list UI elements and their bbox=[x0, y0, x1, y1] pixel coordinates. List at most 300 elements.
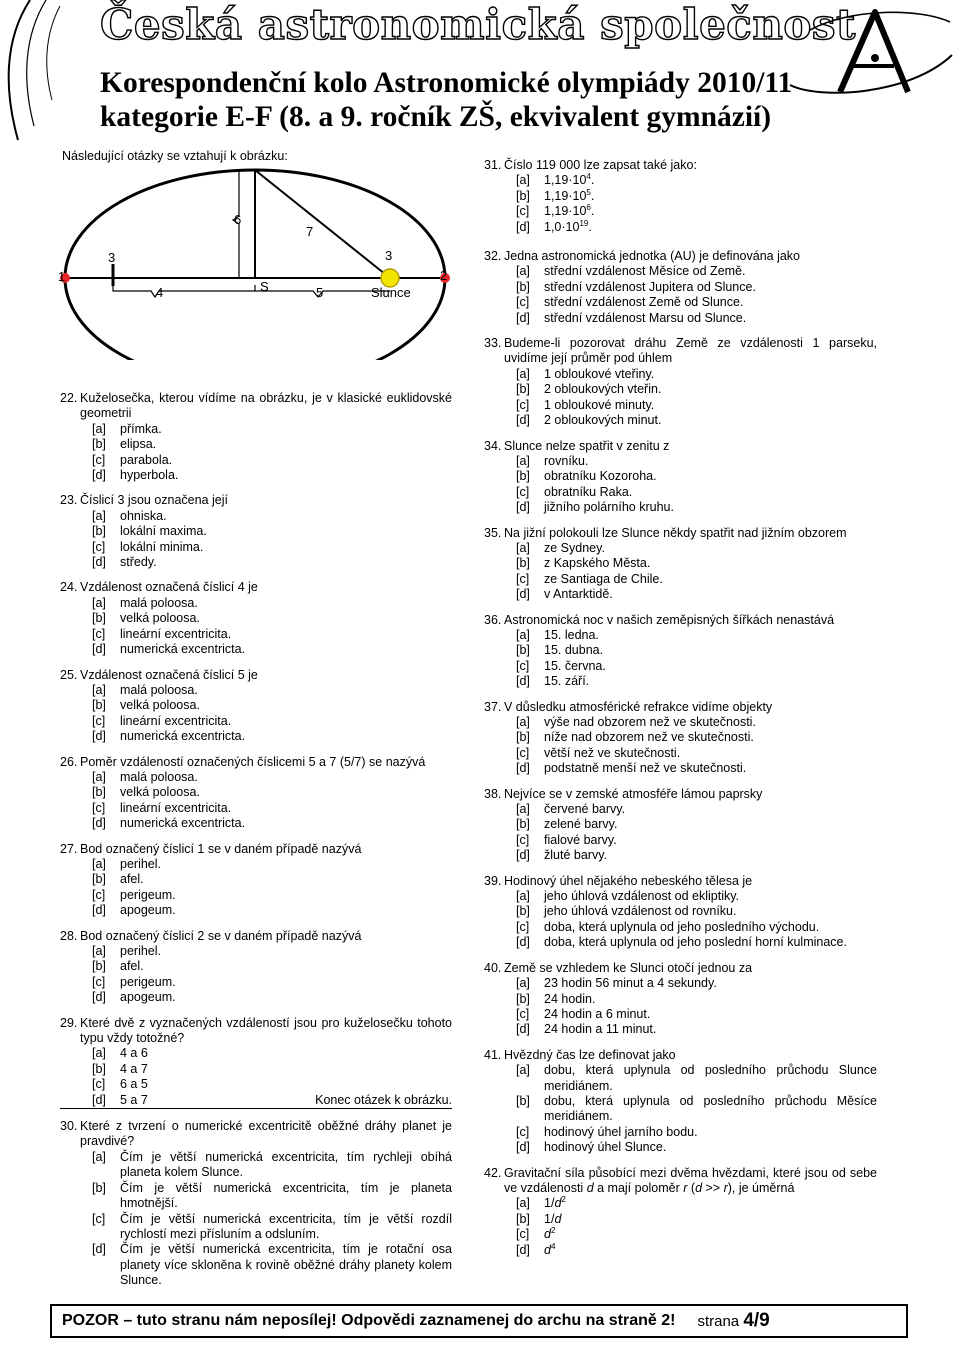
option bbox=[484, 628, 877, 643]
question-28 bbox=[60, 929, 452, 1006]
option bbox=[60, 683, 452, 698]
option-text: střední vzdálenost Marsu od Slunce. bbox=[544, 310, 747, 325]
question-38 bbox=[484, 787, 877, 864]
label-3-right: 3 bbox=[385, 248, 393, 263]
option bbox=[484, 311, 877, 326]
option bbox=[60, 959, 452, 974]
option-label: [b] bbox=[516, 279, 530, 294]
option bbox=[60, 555, 452, 570]
option-label: [d] bbox=[92, 1242, 106, 1257]
option-text: obratníku Raka. bbox=[544, 484, 633, 499]
option-label: [b] bbox=[92, 959, 106, 974]
option-label: [a] bbox=[516, 715, 530, 729]
option-text: obratníku Kozoroha. bbox=[544, 469, 657, 484]
option bbox=[484, 398, 877, 413]
option-text: střední vzdálenost Země od Slunce. bbox=[544, 295, 744, 310]
question-text: Vzdálenost označená číslicí 4 je bbox=[80, 580, 258, 595]
option-label: [d] bbox=[92, 990, 106, 1005]
option-text: rovníku. bbox=[544, 453, 589, 468]
label-slunce: Slunce bbox=[371, 285, 411, 300]
option-text: elipsa. bbox=[120, 437, 157, 452]
option-label: [c] bbox=[516, 919, 530, 934]
question-number: 40. bbox=[484, 960, 502, 975]
option-text: 2 obloukových vteřin. bbox=[544, 382, 662, 397]
option-label: [c] bbox=[92, 626, 106, 641]
option-label: [b] bbox=[92, 698, 106, 713]
label-4: 4 bbox=[156, 285, 164, 300]
option-text: v Antarktidě. bbox=[544, 587, 613, 602]
question-number: 36. bbox=[484, 612, 502, 627]
question-27 bbox=[60, 842, 452, 919]
option bbox=[60, 816, 452, 831]
option-label: [c] bbox=[516, 397, 530, 412]
option-text: lineární excentricita. bbox=[120, 713, 232, 728]
option bbox=[484, 500, 877, 515]
option-label: [b] bbox=[92, 1180, 106, 1195]
question-24 bbox=[60, 580, 452, 657]
option-text: 15. dubna. bbox=[544, 643, 604, 658]
option bbox=[484, 1063, 877, 1094]
option-text: zelené barvy. bbox=[544, 817, 618, 832]
question-number: 26. bbox=[60, 754, 78, 769]
option bbox=[60, 642, 452, 657]
option-label: [c] bbox=[92, 1211, 106, 1226]
option bbox=[484, 572, 877, 587]
option bbox=[484, 976, 877, 991]
option-text: 15. září. bbox=[544, 674, 590, 689]
option-text: žluté barvy. bbox=[544, 848, 607, 863]
question-32 bbox=[484, 249, 877, 326]
option-text: podstatně menší než ve skutečnosti. bbox=[544, 761, 747, 776]
label-5: 5 bbox=[316, 285, 324, 300]
option-label: [c] bbox=[92, 452, 106, 467]
option bbox=[60, 1046, 452, 1061]
option-text: hodinový úhel Slunce. bbox=[544, 1140, 667, 1155]
option-label: [b] bbox=[516, 556, 530, 571]
option-text: střední vzdálenost Jupitera od Slunce. bbox=[544, 279, 756, 294]
question-text: Astronomická noc v našich zeměpisných šířkách nenastává bbox=[504, 612, 835, 627]
option-label: [d] bbox=[516, 500, 530, 515]
option-text: dobu, která uplynula od posledního průchodu Měsíce meridiánem. bbox=[544, 1093, 877, 1124]
option-text: velká poloosa. bbox=[120, 611, 200, 626]
option bbox=[484, 454, 877, 469]
option-label: [a] bbox=[516, 1063, 530, 1078]
option bbox=[484, 848, 877, 863]
left-question-list bbox=[60, 391, 452, 1299]
option-text: ohniska. bbox=[120, 508, 167, 523]
option-label: [c] bbox=[516, 1006, 530, 1021]
option-text: větší než ve skutečnosti. bbox=[544, 745, 681, 760]
option: [b] $1,19\cdot 10^5$. bbox=[516, 187, 595, 203]
question-text: Hvězdný čas lze definovat jako bbox=[504, 1047, 676, 1062]
option bbox=[484, 295, 877, 310]
question-text: Kuželosečka, kterou vídíme na obrázku, je v klasické euklidovské geometrii bbox=[80, 391, 452, 421]
option-text: 2 obloukových minut. bbox=[544, 413, 662, 428]
option bbox=[484, 920, 877, 935]
question-29 bbox=[60, 1016, 452, 1109]
question-number: 42. bbox=[484, 1165, 502, 1180]
question-number: 37. bbox=[484, 699, 502, 714]
option-label: [a] bbox=[516, 976, 530, 991]
question-number: 31. bbox=[484, 158, 502, 172]
option-label: [b] bbox=[92, 1061, 106, 1076]
option bbox=[60, 437, 452, 452]
option: [a] $1,19\cdot 10^4$. bbox=[516, 172, 595, 188]
option-text: ze Santiaga de Chile. bbox=[544, 571, 663, 586]
option bbox=[484, 730, 877, 745]
option-text: perigeum. bbox=[120, 974, 176, 989]
option-text: Čím je větší numerická excentricita, tím je planeta hmotnější. bbox=[120, 1180, 452, 1211]
option bbox=[60, 1093, 452, 1109]
option bbox=[60, 785, 452, 800]
option bbox=[60, 857, 452, 872]
option bbox=[60, 596, 452, 611]
option-text: malá poloosa. bbox=[120, 682, 198, 697]
option-text: 24 hodin. bbox=[544, 991, 596, 1006]
option: [d] $d^4$ bbox=[516, 1241, 556, 1257]
label-7: 7 bbox=[306, 224, 314, 239]
option-text: lineární excentricita. bbox=[120, 800, 232, 815]
option-label: [b] bbox=[92, 524, 106, 539]
option-text: z Kapského Města. bbox=[544, 556, 651, 571]
question-text: Gravitační síla působící mezi dvěma hvězdami, které jsou od sebe ve vzdálenosti d a mají poloměr r (d >> r), je úměrná bbox=[504, 1165, 877, 1195]
option-text: numerická excentricta. bbox=[120, 816, 246, 831]
option-label: [b] bbox=[516, 1093, 530, 1108]
question-text: Které z tvrzení o numerické excentricitě oběžné dráhy planet je pravdivé? bbox=[80, 1119, 452, 1149]
footer-warning: POZOR – tuto stranu nám neposílej! Odpovědi zaznamenej do archu na straně 2! bbox=[62, 1312, 676, 1329]
option-text: ze Sydney. bbox=[544, 540, 605, 555]
question-text: V důsledku atmosférické refrakce vidíme objekty bbox=[504, 699, 773, 714]
option-label: [a] bbox=[92, 944, 106, 958]
option-label: [b] bbox=[516, 904, 530, 919]
option-label: [d] bbox=[516, 935, 530, 950]
option-text: 4 a 6 bbox=[120, 1046, 148, 1061]
option-label: [d] bbox=[92, 903, 106, 918]
option-label: [b] bbox=[92, 611, 106, 626]
option: [c] $d^2$ bbox=[516, 1226, 556, 1242]
option-label: [b] bbox=[92, 437, 106, 452]
option bbox=[484, 674, 877, 689]
option-text: 6 a 5 bbox=[120, 1077, 148, 1092]
option-text: velká poloosa. bbox=[120, 698, 200, 713]
option-text: 15. ledna. bbox=[544, 627, 599, 642]
option-label: [b] bbox=[92, 785, 106, 800]
option-label: [d] bbox=[92, 816, 106, 831]
option-text: dobu, která uplynula od posledního průchodu Slunce meridiánem. bbox=[544, 1063, 877, 1093]
question-number: 41. bbox=[484, 1047, 502, 1062]
option-label: [a] bbox=[92, 769, 106, 784]
question-number: 22. bbox=[60, 391, 78, 405]
option-text: 23 hodin 56 minut a 4 sekundy. bbox=[544, 976, 717, 991]
option bbox=[60, 975, 452, 990]
option bbox=[484, 280, 877, 295]
option-text: hodinový úhel jarního bodu. bbox=[544, 1124, 698, 1139]
option bbox=[484, 746, 877, 761]
label-2: 2 bbox=[440, 268, 448, 283]
option-label: [c] bbox=[92, 800, 106, 815]
option bbox=[484, 904, 877, 919]
option-text: doba, která uplynula od jeho poslední horní kulminace. bbox=[544, 935, 847, 950]
option bbox=[60, 540, 452, 555]
option bbox=[484, 817, 877, 832]
option bbox=[60, 801, 452, 816]
question-number: 34. bbox=[484, 438, 502, 453]
option bbox=[60, 944, 452, 959]
question-number: 30. bbox=[60, 1119, 78, 1134]
option-text: jižního polárního kruhu. bbox=[544, 500, 674, 515]
question-number: 35. bbox=[484, 525, 502, 540]
question-number: 32. bbox=[484, 249, 502, 264]
option bbox=[484, 367, 877, 382]
question-text: Jedna astronomická jednotka (AU) je definována jako bbox=[504, 249, 801, 264]
option bbox=[484, 469, 877, 484]
org-name: Česká astronomická společnost bbox=[100, 0, 856, 49]
option bbox=[484, 485, 877, 500]
option-label: [b] bbox=[516, 730, 530, 745]
option-text: malá poloosa. bbox=[120, 769, 198, 784]
right-question-list bbox=[484, 158, 877, 1268]
option bbox=[60, 1077, 452, 1092]
option-text: 5 a 7 bbox=[120, 1092, 148, 1107]
option-label: [c] bbox=[516, 745, 530, 760]
option-text: středy. bbox=[120, 555, 157, 570]
option-label: [d] bbox=[516, 848, 530, 863]
option-text: perihel. bbox=[120, 856, 161, 871]
question-number: 39. bbox=[484, 873, 502, 888]
option-text: lokální maxima. bbox=[120, 524, 207, 539]
ellipse-diagram bbox=[48, 160, 468, 360]
question-30 bbox=[60, 1119, 452, 1288]
option-label: [c] bbox=[516, 1124, 530, 1139]
option bbox=[484, 1022, 877, 1037]
label-s: S bbox=[260, 279, 269, 294]
question-number: 28. bbox=[60, 928, 78, 943]
option-label: [b] bbox=[516, 991, 530, 1006]
option bbox=[484, 935, 877, 950]
option bbox=[484, 587, 877, 602]
option-text: jeho úhlová vzdálenost od rovníku. bbox=[544, 904, 737, 919]
option bbox=[484, 659, 877, 674]
question-number: 29. bbox=[60, 1015, 78, 1030]
option-text: numerická excentricta. bbox=[120, 729, 246, 744]
question-number: 33. bbox=[484, 336, 502, 351]
question-text: Vzdálenost označená číslicí 5 je bbox=[80, 667, 258, 682]
option-text: 15. června. bbox=[544, 658, 606, 673]
option bbox=[60, 524, 452, 539]
option-text: Čím je větší numerická excentricita, tím je větší rozdíl rychlostí mezi přísluním a odsluním. bbox=[120, 1211, 452, 1241]
option-text: afel. bbox=[120, 872, 144, 887]
question-text: Které dvě z vyznačených vzdáleností jsou pro kuželosečku tohoto typu vždy totožné? bbox=[80, 1015, 452, 1046]
option bbox=[484, 413, 877, 428]
question-text: Slunce nelze spatřit v zenitu z bbox=[504, 438, 670, 453]
question-41 bbox=[484, 1048, 877, 1156]
option-label: [d] bbox=[516, 674, 530, 689]
option-text: parabola. bbox=[120, 452, 173, 467]
option: [d] $1,0\cdot 10^{19}$. bbox=[516, 218, 592, 234]
option: [c] $1,19\cdot 10^6$. bbox=[516, 203, 595, 219]
option-label: [a] bbox=[92, 595, 106, 610]
question-31 bbox=[484, 158, 877, 235]
option bbox=[484, 643, 877, 658]
question-35 bbox=[484, 526, 877, 603]
option-text: hyperbola. bbox=[120, 468, 179, 483]
option-label: [d] bbox=[92, 729, 106, 744]
option-text: Čím je větší numerická excentricita, tím je rotační osa planety více skloněna k rovině oběžné dráhy planety kolem Slunce. bbox=[120, 1242, 452, 1288]
option bbox=[60, 1062, 452, 1077]
end-of-figure-questions: Konec otázek k obrázku. bbox=[315, 1092, 452, 1107]
option-label: [c] bbox=[516, 832, 530, 847]
option bbox=[60, 627, 452, 642]
intro-text: Následující otázky se vztahují k obrázku: bbox=[62, 149, 288, 163]
option-label: [a] bbox=[516, 453, 530, 468]
option bbox=[484, 833, 877, 848]
option-label: [a] bbox=[92, 421, 106, 436]
question-text: Číslicí 3 jsou označena její bbox=[80, 493, 228, 508]
question-number: 25. bbox=[60, 667, 78, 682]
question-number: 27. bbox=[60, 841, 78, 856]
option-label: [d] bbox=[516, 413, 530, 428]
option bbox=[60, 872, 452, 887]
option-label: [d] bbox=[516, 310, 530, 325]
question-23 bbox=[60, 493, 452, 570]
question-39 bbox=[484, 874, 877, 951]
option-label: [b] bbox=[92, 872, 106, 887]
question-text: Budeme-li pozorovat dráhu Země ze vzdálenosti 1 parseku, uvidíme její průměr pod úhlem bbox=[504, 336, 877, 366]
question-number: 38. bbox=[484, 786, 502, 801]
option bbox=[60, 611, 452, 626]
option-text: 4 a 7 bbox=[120, 1061, 148, 1076]
option bbox=[60, 1181, 452, 1212]
option-text: 24 hodin a 6 minut. bbox=[544, 1006, 651, 1021]
option-text: apogeum. bbox=[120, 903, 176, 918]
option bbox=[60, 422, 452, 437]
page-title-line-1: Korespondenční kolo Astronomické olympiády 2010/11 bbox=[100, 67, 793, 99]
option bbox=[484, 1140, 877, 1155]
option bbox=[484, 889, 877, 904]
option-label: [d] bbox=[516, 587, 530, 602]
option-label: [c] bbox=[92, 539, 106, 554]
option: [a] $1/d^2$ bbox=[516, 1195, 566, 1211]
option-label: [d] bbox=[516, 761, 530, 776]
option-text: doba, která uplynula od jeho posledního východu. bbox=[544, 919, 820, 934]
option-label: [c] bbox=[92, 1077, 106, 1092]
option bbox=[60, 1242, 452, 1288]
option-text: jeho úhlová vzdálenost od ekliptiky. bbox=[544, 889, 740, 904]
option bbox=[60, 509, 452, 524]
option-label: [b] bbox=[516, 643, 530, 658]
option bbox=[60, 1212, 452, 1243]
option-label: [a] bbox=[92, 856, 106, 871]
option-label: [a] bbox=[92, 508, 106, 523]
option-label: [d] bbox=[92, 468, 106, 483]
question-33 bbox=[484, 336, 877, 428]
question-25 bbox=[60, 668, 452, 745]
option bbox=[484, 556, 877, 571]
option bbox=[484, 802, 877, 817]
option-label: [c] bbox=[516, 571, 530, 586]
footer-warning-box bbox=[50, 1304, 908, 1338]
option-label: [b] bbox=[516, 817, 530, 832]
option-label: [a] bbox=[92, 1046, 106, 1061]
question-text: Hodinový úhel nějakého nebeského tělesa je bbox=[504, 873, 753, 888]
question-22 bbox=[60, 391, 452, 483]
option-label: [a] bbox=[92, 1149, 106, 1164]
option-text: afel. bbox=[120, 959, 144, 974]
option bbox=[484, 1094, 877, 1125]
option bbox=[484, 1007, 877, 1022]
option-label: [d] bbox=[92, 642, 106, 657]
page-title-line-2: kategorie E-F (8. a 9. ročník ZŠ, ekvivalent gymnázií) bbox=[100, 101, 772, 133]
option-label: [c] bbox=[92, 713, 106, 728]
question-42 bbox=[484, 1166, 877, 1258]
option bbox=[60, 1150, 452, 1181]
option bbox=[484, 761, 877, 776]
option-text: lineární excentricita. bbox=[120, 626, 232, 641]
option bbox=[60, 903, 452, 918]
option-label: [c] bbox=[92, 974, 106, 989]
olympiad-logo bbox=[780, 0, 960, 110]
option-label: [b] bbox=[516, 382, 530, 397]
option-label: [a] bbox=[92, 682, 106, 697]
option bbox=[484, 1125, 877, 1140]
option bbox=[60, 698, 452, 713]
option-label: [a] bbox=[516, 264, 530, 279]
option-label: [d] bbox=[516, 1140, 530, 1155]
option-text: perigeum. bbox=[120, 887, 176, 902]
option-text: velká poloosa. bbox=[120, 785, 200, 800]
option bbox=[484, 382, 877, 397]
option bbox=[484, 992, 877, 1007]
option: [b] 1/d bbox=[516, 1211, 562, 1226]
option bbox=[60, 468, 452, 483]
question-text: Bod označený číslicí 2 se v daném případě nazývá bbox=[80, 928, 362, 943]
option bbox=[60, 770, 452, 785]
option-label: [d] bbox=[516, 1022, 530, 1037]
label-3-left: 3 bbox=[108, 250, 116, 265]
option-text: střední vzdálenost Měsíce od Země. bbox=[544, 264, 746, 279]
question-37 bbox=[484, 700, 877, 777]
option-text: lokální minima. bbox=[120, 539, 204, 554]
option-text: níže nad obzorem než ve skutečnosti. bbox=[544, 730, 754, 745]
option-label: [a] bbox=[516, 889, 530, 904]
question-text: Bod označený číslicí 1 se v daném případě nazývá bbox=[80, 841, 362, 856]
label-6: 6 bbox=[234, 212, 242, 227]
option-text: Čím je větší numerická excentricita, tím rychleji obíhá planeta kolem Slunce. bbox=[120, 1149, 452, 1180]
option-label: [a] bbox=[516, 627, 530, 642]
option-label: [d] bbox=[92, 1092, 106, 1107]
option-label: [c] bbox=[516, 658, 530, 673]
question-40 bbox=[484, 961, 877, 1038]
option bbox=[484, 715, 877, 730]
option-text: perihel. bbox=[120, 944, 161, 958]
question-number: 24. bbox=[60, 580, 78, 595]
option bbox=[484, 541, 877, 556]
option-label: [a] bbox=[516, 540, 530, 555]
label-1: 1 bbox=[58, 269, 66, 284]
option-text: malá poloosa. bbox=[120, 595, 198, 610]
option-text: 1 obloukové vteřiny. bbox=[544, 366, 655, 381]
option-text: 1 obloukové minuty. bbox=[544, 397, 655, 412]
option-text: červené barvy. bbox=[544, 802, 626, 817]
question-text: Nejvíce se v zemské atmosféře lámou paprsky bbox=[504, 786, 763, 801]
option bbox=[60, 453, 452, 468]
question-text: Číslo 119 000 lze zapsat také jako: bbox=[504, 158, 697, 172]
question-36 bbox=[484, 613, 877, 690]
option bbox=[60, 888, 452, 903]
option-text: apogeum. bbox=[120, 990, 176, 1005]
option bbox=[60, 729, 452, 744]
option-label: [a] bbox=[516, 802, 530, 817]
